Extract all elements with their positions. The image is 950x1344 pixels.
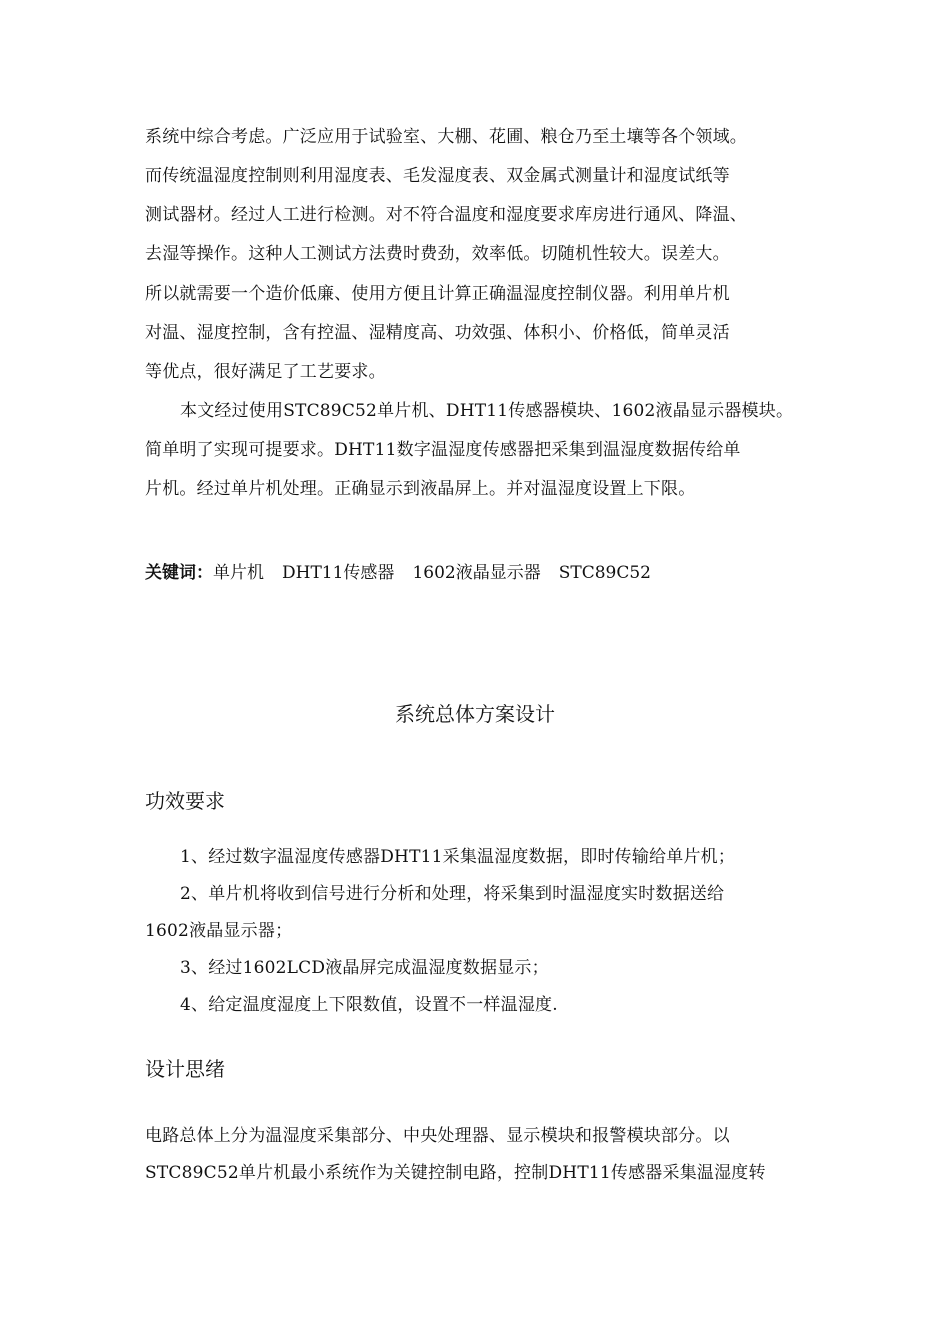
intro-line: 片机。经过单片机处理。正确显示到液晶屏上。并对温湿度设置上下限。 — [145, 479, 696, 499]
intro-line: 去湿等操作。这种人工测试方法费时费劲，效率低。切随机性较大。误差大。 — [145, 244, 730, 264]
keyword-item: 1602液晶显示器 — [412, 563, 541, 583]
requirement-line: 1、经过数字温湿度传感器DHT11采集温湿度数据，即时传输给单片机； — [180, 847, 736, 867]
design-heading: 设计思绪 — [145, 1057, 225, 1081]
requirement-line: 3、经过1602LCD液晶屏完成温湿度数据显示； — [180, 958, 549, 978]
intro-line: 简单明了实现可提要求。DHT11数字温湿度传感器把采集到温湿度数据传给单 — [145, 440, 741, 460]
intro-line: 系统中综合考虑。广泛应用于试验室、大棚、花圃、粮仓乃至土壤等各个领域。 — [145, 127, 747, 147]
requirements-heading: 功效要求 — [145, 789, 225, 813]
keywords-row — [145, 561, 651, 585]
keyword-item: DHT11传感器 — [282, 563, 395, 583]
requirement-line: 1602液晶显示器； — [145, 921, 293, 941]
design-line: 电路总体上分为温湿度采集部分、中央处理器、显示模块和报警模块部分。以 — [145, 1126, 730, 1146]
intro-line: 所以就需要一个造价低廉、使用方便且计算正确温湿度控制仪器。利用单片机 — [145, 284, 730, 304]
intro-line: 本文经过使用STC89C52单片机、DHT11传感器模块、1602液晶显示器模块。 — [180, 401, 794, 421]
design-line: STC89C52单片机最小系统作为关键控制电路，控制DHT11传感器采集温湿度转 — [145, 1163, 766, 1183]
keyword-item: STC89C52 — [558, 563, 651, 583]
intro-line: 而传统温湿度控制则利用湿度表、毛发湿度表、双金属式测量计和湿度试纸等 — [145, 166, 730, 186]
intro-line: 测试器材。经过人工进行检测。对不符合温度和湿度要求库房进行通风、降温、 — [145, 205, 747, 225]
requirement-line: 4、给定温度湿度上下限数值，设置不一样温湿度. — [180, 995, 558, 1015]
intro-line: 对温、湿度控制，含有控温、湿精度高、功效强、体积小、价格低，简单灵活 — [145, 323, 730, 343]
section-title: 系统总体方案设计 — [395, 702, 555, 726]
requirement-line: 2、单片机将收到信号进行分析和处理，将采集到时温湿度实时数据送给 — [180, 884, 725, 904]
keywords-label: 关键词： — [145, 563, 213, 583]
keyword-item: 单片机 — [213, 563, 264, 583]
intro-line: 等优点，很好满足了工艺要求。 — [145, 362, 386, 382]
